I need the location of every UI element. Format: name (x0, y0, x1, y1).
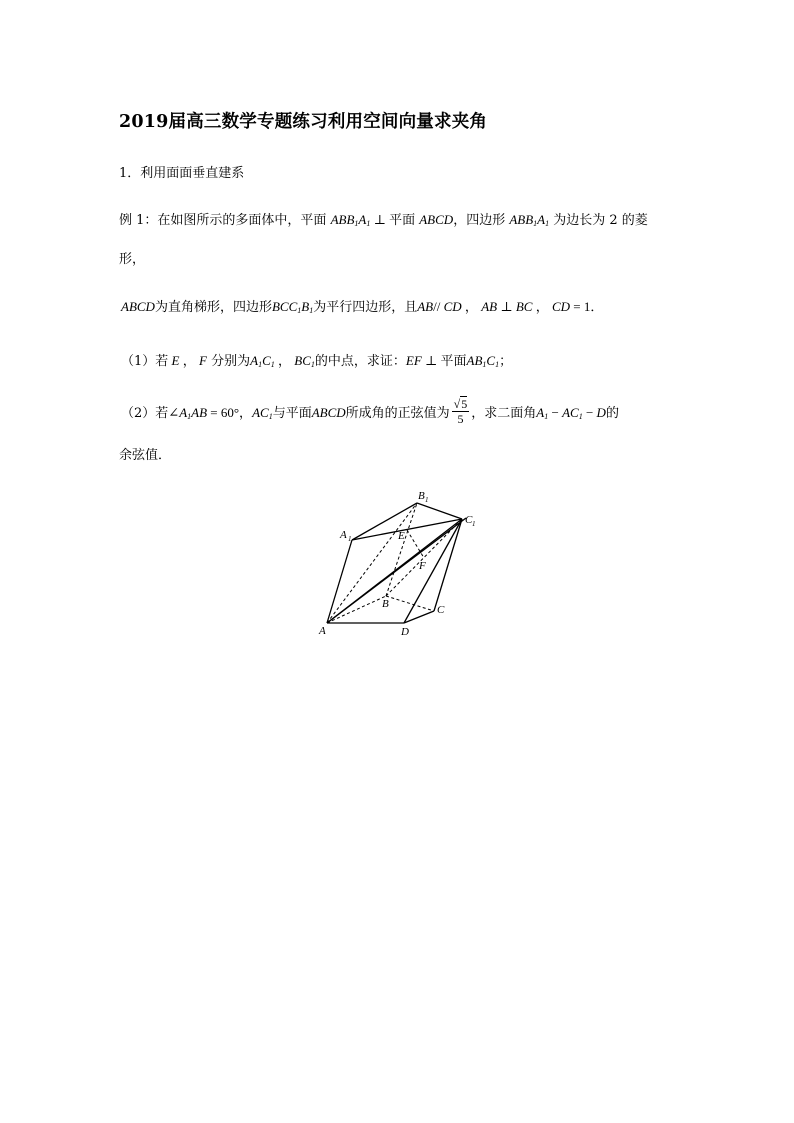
label-A: A (319, 625, 326, 637)
document-title: 2019届高三数学专题练习利用空间向量求夹角 (119, 112, 488, 132)
label-F: F (419, 560, 426, 572)
label-B: B (382, 598, 389, 610)
edge-A-C1-double (327, 518, 466, 623)
label-C: C (437, 604, 445, 616)
section-heading: 1．利用面面垂直建系 (119, 166, 245, 181)
example-line-1: 例 1：在如图所示的多面体中，平面 $ABB_1A_1$ ⊥ 平面 ABCD，四边形 $ABB_1A_1$ 为边长为 2 的菱 (119, 212, 648, 228)
edge-B1-C1 (417, 503, 462, 519)
edge-A1-C1 (352, 519, 462, 540)
fraction-sqrt5-over-5: $\frac{√5}{5}$ (453, 397, 468, 426)
edge-D-C1 (404, 519, 462, 623)
edge-A-B1-hidden (327, 503, 417, 623)
example-line-last: 余弦值． (119, 448, 172, 463)
edge-B-B1-hidden (386, 503, 417, 596)
edge-D-C (404, 611, 434, 623)
svg-text:1: 1 (425, 496, 429, 504)
svg-text:1: 1 (472, 520, 476, 528)
polyhedron-figure (300, 478, 490, 643)
question-2: （2）若$\angle A_1AB = 60^\circ$，$AC_1$与平面ABCD所成角的正弦值为 $\frac{√5}{5}$ ，求二面角$A_1 - AC_1 - D$的 (121, 397, 619, 426)
example-line-2: 形， (119, 252, 146, 267)
question-1: （1）若 E ， F 分别为$A_1C_1$ ， $BC_1$的中点，求证：EF ⊥ 平面$AB_1C_1$； (121, 353, 513, 369)
label-B1: B (418, 490, 425, 502)
edge-A-A1 (327, 540, 352, 623)
svg-text:1: 1 (348, 535, 352, 543)
label-D: D (401, 626, 409, 638)
example-line-3: ABCD为直角梯形，四边形$BCC_1B_1$为平行四边形，且AB// CD ， AB ⊥ BC ， CD = 1． (121, 299, 604, 315)
label-C1: C (465, 514, 473, 526)
label-A1: A (340, 529, 347, 541)
edge-E-F-hidden (407, 530, 424, 558)
edge-B-C-hidden (386, 596, 434, 611)
label-E: E (398, 530, 405, 542)
example-label: 例 1： (119, 213, 158, 228)
